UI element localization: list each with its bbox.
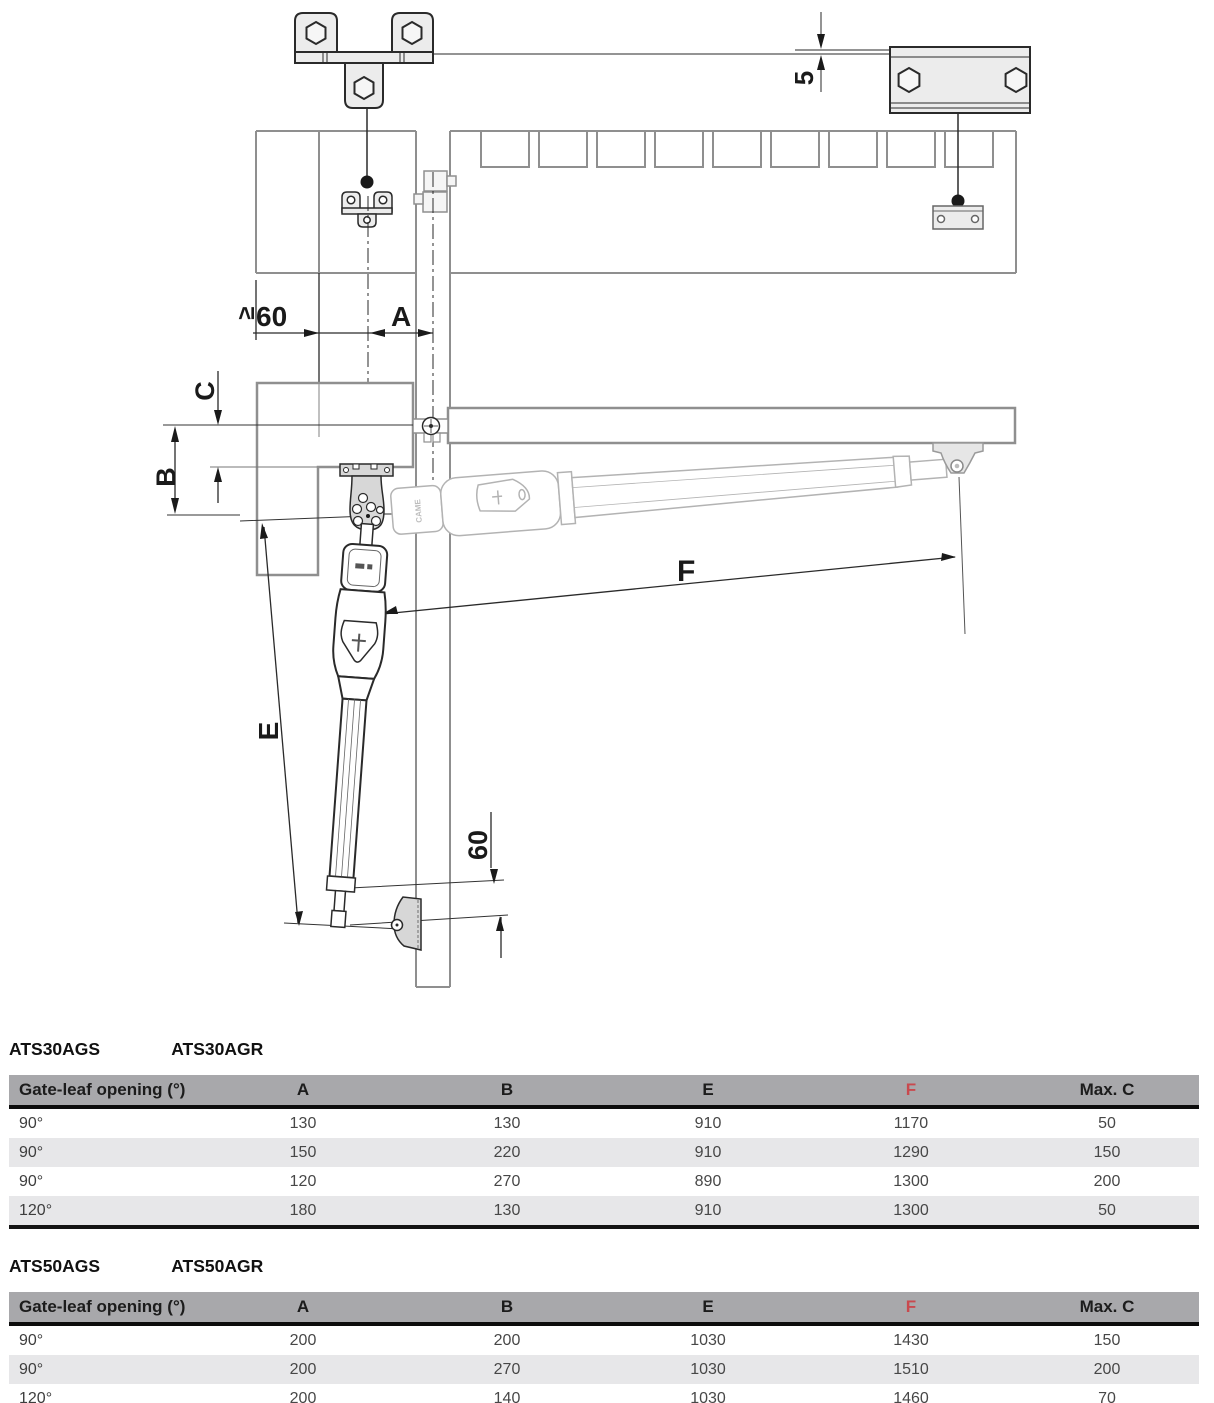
model-title: ATS50AGR xyxy=(171,1256,264,1276)
model-title: ATS30AGS xyxy=(9,1039,101,1059)
gate-beam xyxy=(448,408,1015,443)
table-cell: 50 xyxy=(1098,1114,1116,1132)
wall-plate-detail xyxy=(890,47,1030,208)
table-cell: 1030 xyxy=(609,1355,807,1384)
table-cell: 220 xyxy=(405,1138,609,1167)
actuator-open-ghost xyxy=(390,439,949,540)
table-cell: 130 xyxy=(493,1114,521,1132)
dimension-label-f: F xyxy=(677,555,696,588)
dimension-label-a: A xyxy=(391,301,412,332)
table-cell: 890 xyxy=(694,1172,722,1190)
table-cell: 130 xyxy=(405,1196,609,1227)
table-cell: 1460 xyxy=(893,1389,929,1403)
dimension-f xyxy=(382,553,956,614)
table-cell: 1510 xyxy=(807,1355,1015,1384)
table-cell: 1430 xyxy=(893,1331,929,1349)
table-cell: 140 xyxy=(493,1389,521,1403)
column-header: F xyxy=(807,1292,1015,1324)
column-header: Max. C xyxy=(1015,1075,1199,1107)
table-cell: 150 xyxy=(1093,1331,1121,1349)
dimension-label-b: B xyxy=(151,467,181,487)
column-header: E xyxy=(609,1075,807,1107)
column-header: B xyxy=(405,1292,609,1324)
dimension-label-min60 xyxy=(233,301,287,332)
table-cell: 1030 xyxy=(690,1331,726,1349)
table-cell: 1170 xyxy=(893,1114,929,1132)
table-row xyxy=(9,1167,1199,1196)
table-cell: 90° xyxy=(19,1331,44,1349)
table-cell: 180 xyxy=(201,1196,405,1227)
table-titles-ats30 xyxy=(9,1039,1206,1060)
table-cell: 270 xyxy=(493,1172,521,1190)
table-cell: 130 xyxy=(289,1114,317,1132)
table-cell: 90° xyxy=(9,1355,201,1384)
table-cell: 910 xyxy=(694,1114,722,1132)
actuator-closed xyxy=(313,522,392,929)
spec-table-ats50 xyxy=(9,1292,1199,1403)
table-cell: 150 xyxy=(201,1138,405,1167)
gate-hinge xyxy=(413,418,448,443)
column-header: B xyxy=(405,1075,609,1107)
column-header: F xyxy=(807,1075,1015,1107)
table-cell: 90° xyxy=(9,1138,201,1167)
table-cell: 200 xyxy=(289,1389,317,1403)
spec-tables xyxy=(0,1039,1214,1403)
model-title: ATS50AGS xyxy=(9,1256,101,1276)
table-cell: 910 xyxy=(609,1138,807,1167)
table-cell: 200 xyxy=(201,1355,405,1384)
table-cell: 150 xyxy=(1015,1138,1199,1167)
spec-table-ats30 xyxy=(9,1075,1199,1229)
column-header: E xyxy=(609,1292,807,1324)
table-cell: 200 xyxy=(1015,1355,1199,1384)
dimension-5 xyxy=(433,12,890,92)
brand-mark: CAME xyxy=(413,498,424,524)
rear-bracket-plan xyxy=(342,192,392,227)
column-header: A xyxy=(201,1075,405,1107)
rear-bracket-detail xyxy=(295,13,433,189)
leader-dot xyxy=(361,176,374,189)
pillar xyxy=(257,383,413,575)
table-cell: 910 xyxy=(609,1196,807,1227)
table-row xyxy=(9,1324,1199,1355)
table-cell: 120 xyxy=(289,1172,317,1190)
table-row xyxy=(9,1107,1199,1138)
table-row xyxy=(9,1138,1199,1167)
dimension-label-5: 5 xyxy=(789,70,819,86)
table-cell: 270 xyxy=(405,1355,609,1384)
table-cell: 1300 xyxy=(807,1196,1015,1227)
table-row xyxy=(9,1384,1199,1403)
table-cell: 90° xyxy=(19,1172,44,1190)
table-row xyxy=(9,1355,1199,1384)
table-cell: 120° xyxy=(9,1196,201,1227)
table-cell: 1290 xyxy=(807,1138,1015,1167)
column-header: Gate-leaf opening (°) xyxy=(9,1075,201,1107)
table-cell: 200 xyxy=(1093,1172,1121,1190)
model-title: ATS30AGR xyxy=(171,1039,264,1059)
table-cell: 200 xyxy=(493,1331,521,1349)
svg-text:60: 60 xyxy=(256,301,288,332)
table-cell: 120° xyxy=(19,1389,53,1403)
gate-slats xyxy=(481,131,993,167)
bottom-bracket xyxy=(392,897,422,950)
column-header: Max. C xyxy=(1015,1292,1199,1324)
table-titles-ats50 xyxy=(9,1256,1206,1277)
rear-mount-bracket xyxy=(340,464,393,530)
table-cell: 200 xyxy=(289,1331,317,1349)
table-cell: 1030 xyxy=(690,1389,726,1403)
dimension-label-c: C xyxy=(190,381,220,401)
table-row xyxy=(9,1196,1199,1227)
dimension-label-e: E xyxy=(253,721,284,741)
table-cell: 70 xyxy=(1098,1389,1116,1403)
table-cell: 50 xyxy=(1015,1196,1199,1227)
wall-plate-plan xyxy=(933,206,983,229)
column-header: A xyxy=(201,1292,405,1324)
table-cell: 90° xyxy=(19,1114,44,1132)
dimension-label-60-bottom: 60 xyxy=(463,829,493,861)
svg-text:≥: ≥ xyxy=(233,306,260,320)
table-cell: 1300 xyxy=(893,1172,929,1190)
column-header: Gate-leaf opening (°) xyxy=(9,1292,201,1324)
